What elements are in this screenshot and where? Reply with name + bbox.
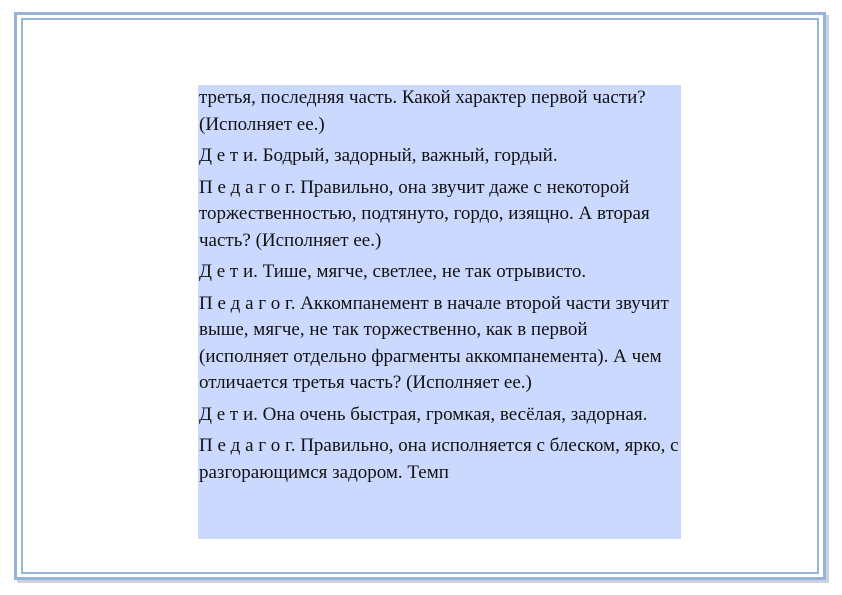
paragraph-5: П е д а г о г. Аккомпанемент в начале второй части звучит выше, мягче, не так торжественно, как в первой (исполняет отдельно фрагменты аккомпанемента). А чем отличается третья часть? (Исполняет ее.): [199, 292, 669, 393]
paragraph-7: П е д а г о г. Правильно, она исполняется с блеском, ярко, с разгорающимся задором. Темп: [199, 435, 679, 483]
paragraph-4: Д е т и. Тише, мягче, светлее, не так отрывисто.: [199, 261, 587, 282]
text-block: [198, 85, 681, 539]
paragraph-1: третья, последняя часть. Какой характер первой части? (Исполняет ее.): [199, 87, 646, 135]
paragraph-2: Д е т и. Бодрый, задорный, важный, гордый.: [199, 145, 558, 166]
paragraph-3: П е д а г о г. Правильно, она звучит даже с некоторой торжественностью, подтянуто, гордо, изящно. А вторая часть? (Исполняет ее.): [199, 176, 650, 251]
paragraph-6: Д е т и. Она очень быстрая, громкая, весёлая, задорная.: [199, 403, 648, 425]
